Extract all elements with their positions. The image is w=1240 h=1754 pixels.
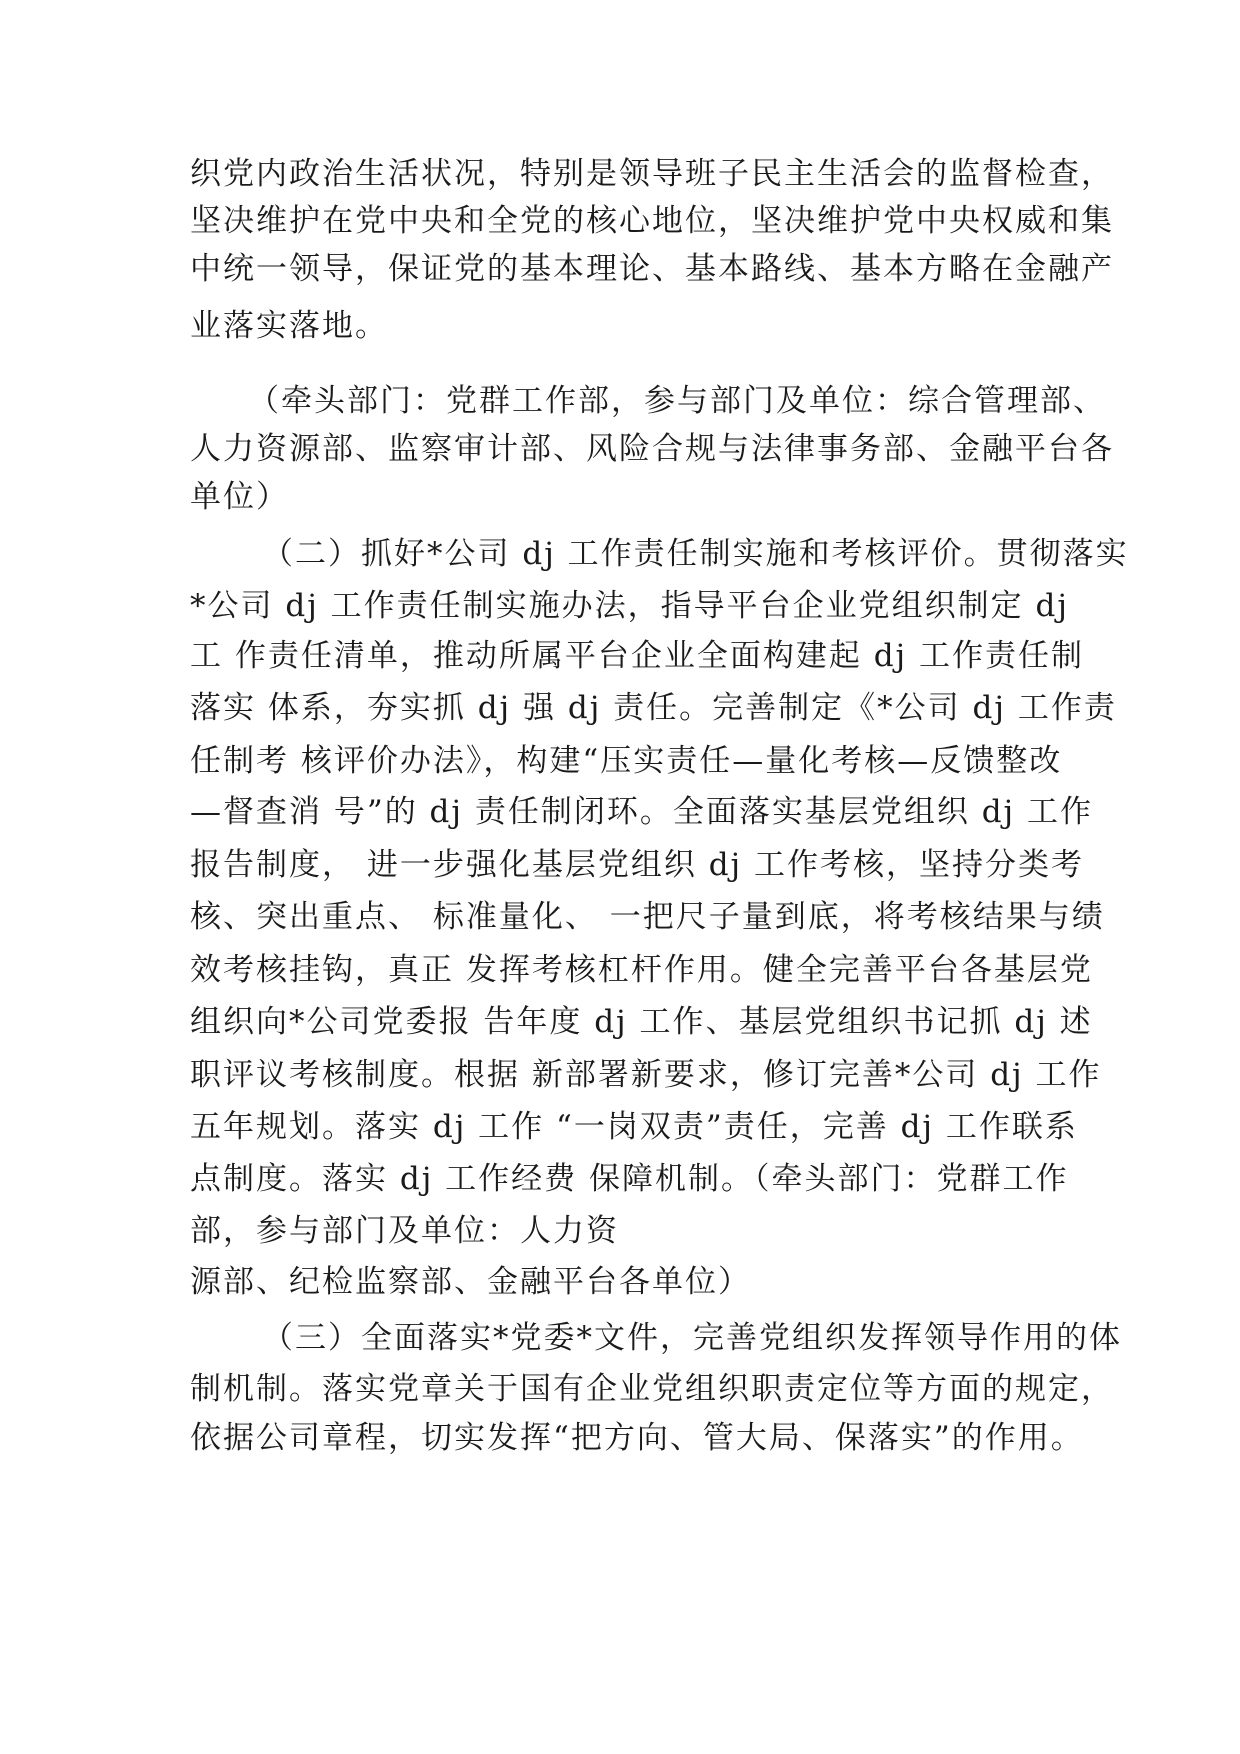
text-line: 点制度。落实 dj 工作经费 保障机制。（牵头部门：党群工作 bbox=[190, 1161, 1069, 1197]
text-line: 中统一领导，保证党的基本理论、基本路线、基本方略在金融产 bbox=[190, 251, 1114, 287]
text-line: （二）抓好*公司 dj 工作责任制实施和考核评价。贯彻落实 bbox=[262, 536, 1129, 572]
text-line: 人力资源部、监察审计部、风险合规与法律事务部、金融平台各 bbox=[190, 431, 1114, 467]
text-line: 部，参与部门及单位：人力资 bbox=[190, 1213, 619, 1249]
text-line: （三）全面落实*党委*文件，完善党组织发挥领导作用的体 bbox=[262, 1320, 1122, 1356]
text-line: —督查消 号”的 dj 责任制闭环。全面落实基层党组织 dj 工作 bbox=[190, 794, 1094, 830]
text-line: 依据公司章程，切实发挥“把方向、管大局、保落实”的作用。 bbox=[190, 1420, 1084, 1456]
text-line: 制机制。落实党章关于国有企业党组织职责定位等方面的规定， bbox=[190, 1371, 1114, 1407]
text-line: *公司 dj 工作责任制实施办法，指导平台企业党组织制定 dj bbox=[190, 588, 1069, 624]
text-line: 报告制度， 进一步强化基层党组织 dj 工作考核，坚持分类考 bbox=[190, 847, 1085, 883]
text-line: 工 作责任清单，推动所属平台企业全面构建起 dj 工作责任制 bbox=[190, 638, 1085, 674]
text-line: 源部、纪检监察部、金融平台各单位） bbox=[190, 1264, 751, 1300]
text-line: 织党内政治生活状况，特别是领导班子民主生活会的监督检查， bbox=[190, 156, 1114, 192]
text-line: 效考核挂钩，真正 发挥考核杠杆作用。健全完善平台各基层党 bbox=[190, 952, 1093, 988]
text-line: 组织向*公司党委报 告年度 dj 工作、基层党组织书记抓 dj 述 bbox=[190, 1004, 1093, 1040]
text-line: 任制考 核评价办法》，构建“压实责任—量化考核—反馈整改 bbox=[190, 743, 1063, 779]
text-line: 职评议考核制度。根据 新部署新要求，修订完善*公司 dj 工作 bbox=[190, 1057, 1102, 1093]
text-line: 核、突出重点、 标准量化、 一把尺子量到底，将考核结果与绩 bbox=[190, 899, 1105, 935]
text-line: 五年规划。落实 dj 工作 “一岗双责”责任，完善 dj 工作联系 bbox=[190, 1109, 1078, 1145]
text-line: （牵头部门：党群工作部，参与部门及单位：综合管理部、 bbox=[248, 383, 1106, 419]
text-line: 落实 体系，夯实抓 dj 强 dj 责任。完善制定《*公司 dj 工作责 bbox=[190, 690, 1117, 726]
text-line: 单位） bbox=[190, 479, 289, 515]
text-line: 坚决维护在党中央和全党的核心地位，坚决维护党中央权威和集 bbox=[190, 203, 1114, 239]
text-line: 业落实落地。 bbox=[190, 308, 388, 344]
